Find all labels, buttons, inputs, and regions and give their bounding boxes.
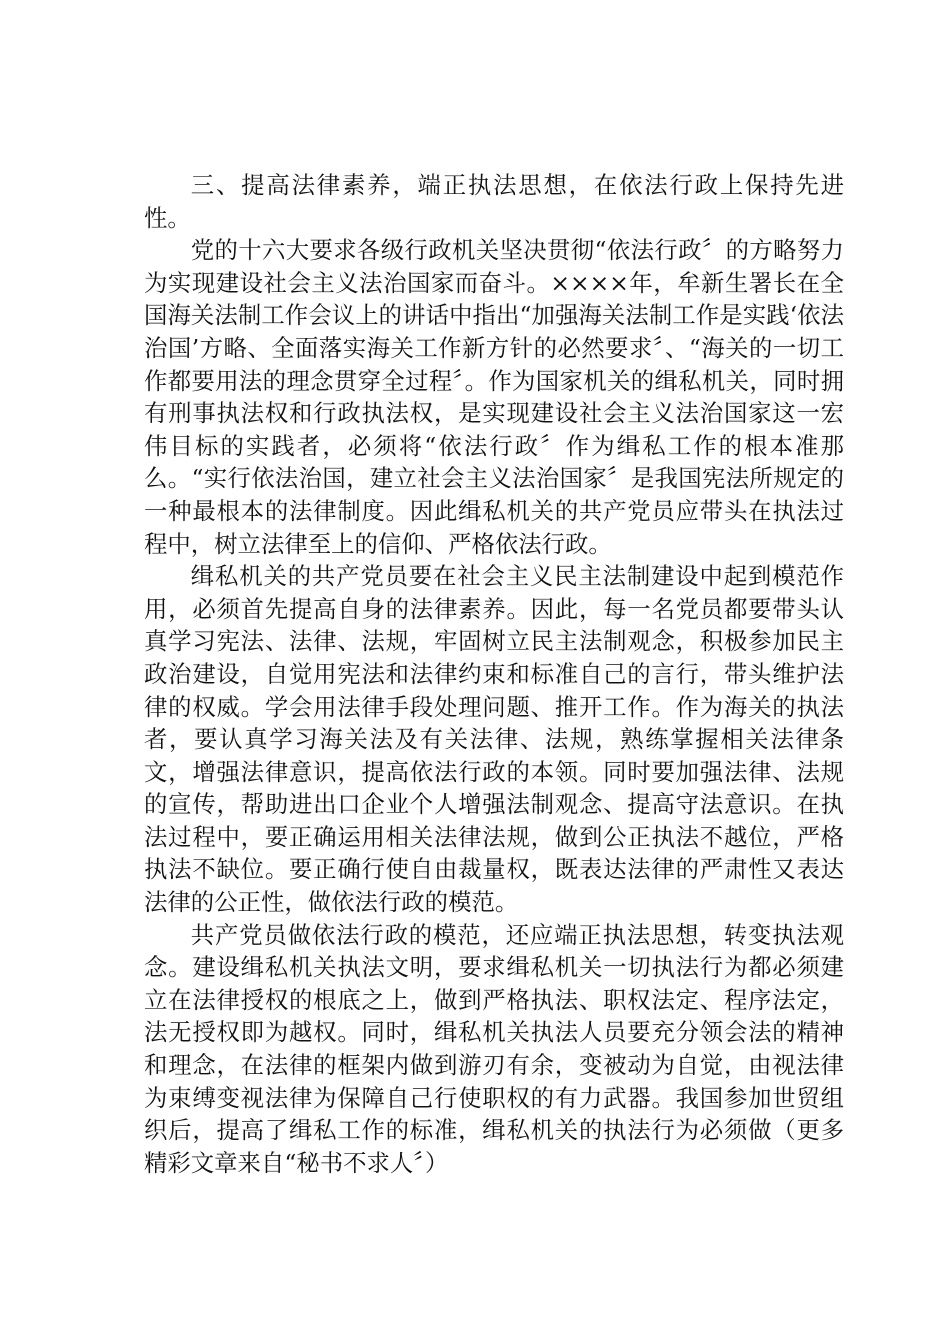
- paragraph-3: 共产党员做依法行政的模范，还应端正执法思想，转变执法观念。建设缉私机关执法文明，要求缉私机关一切执法行为都必须建立在法律授权的根底之上，做到严格执法、职权法定、程序法定，法无授权即为越权。同时，缉私机关执法人员要充分领会法的精神和理念，在法律的框架内做到游刃有余，变被动为自觉，由视法律为束缚变视法律为保障自己行使职权的有力武器。我国参加世贸组织后，提高了缉私工作的标准，缉私机关的执法行为必须做（更多精彩文章来自“秘书不求人〞）: [144, 920, 844, 1177]
- section-heading: 三、提高法律素养，端正执法思想，在依法行政上保持先进性。: [144, 171, 844, 232]
- paragraph-2: 缉私机关的共产党员要在社会主义民主法制建设中起到模范作用，必须首先提高自身的法律素养。因此，每一名党员都要带头认真学习宪法、法律、法规，牢固树立民主法制观念，积极参加民主政治建设，自觉用宪法和法律约束和标准自己的言行，带头维护法律的权威。学会用法律手段处理问题、推开工作。作为海关的执法者，要认真学习海关法及有关法律、法规，熟练掌握相关法律条文，增强法律意识，提高依法行政的本领。同时要加强法律、法规的宣传，帮助进出口企业个人增强法制观念、提高守法意识。在执法过程中，要正确运用相关法律法规，做到公正执法不越位，严格执法不缺位。要正确行使自由裁量权，既表达法律的严肃性又表达法律的公正性，做依法行政的模范。: [144, 562, 844, 917]
- document-body: [144, 169, 844, 1179]
- paragraph-1: 党的十六大要求各级行政机关坚决贯彻“依法行政〞的方略努力为实现建设社会主义法治国家而奋斗。××××年，牟新生署长在全国海关法制工作会议上的讲话中指出“加强海关法制工作是实践‘依法治国’方略、全面落实海关工作新方针的必然要求〞、“海关的一切工作都要用法的理念贯穿全过程〞。作为国家机关的缉私机关，同时拥有刑事执法权和行政执法权，是实现建设社会主义法治国家这一宏伟目标的实践者，必须将“依法行政〞作为缉私工作的根本准那么。“实行依法治国，建立社会主义法治国家〞是我国宪法所规定的一种最根本的法律制度。因此缉私机关的共产党员应带头在执法过程中，树立法律至上的信仰、严格依法行政。: [144, 236, 844, 558]
